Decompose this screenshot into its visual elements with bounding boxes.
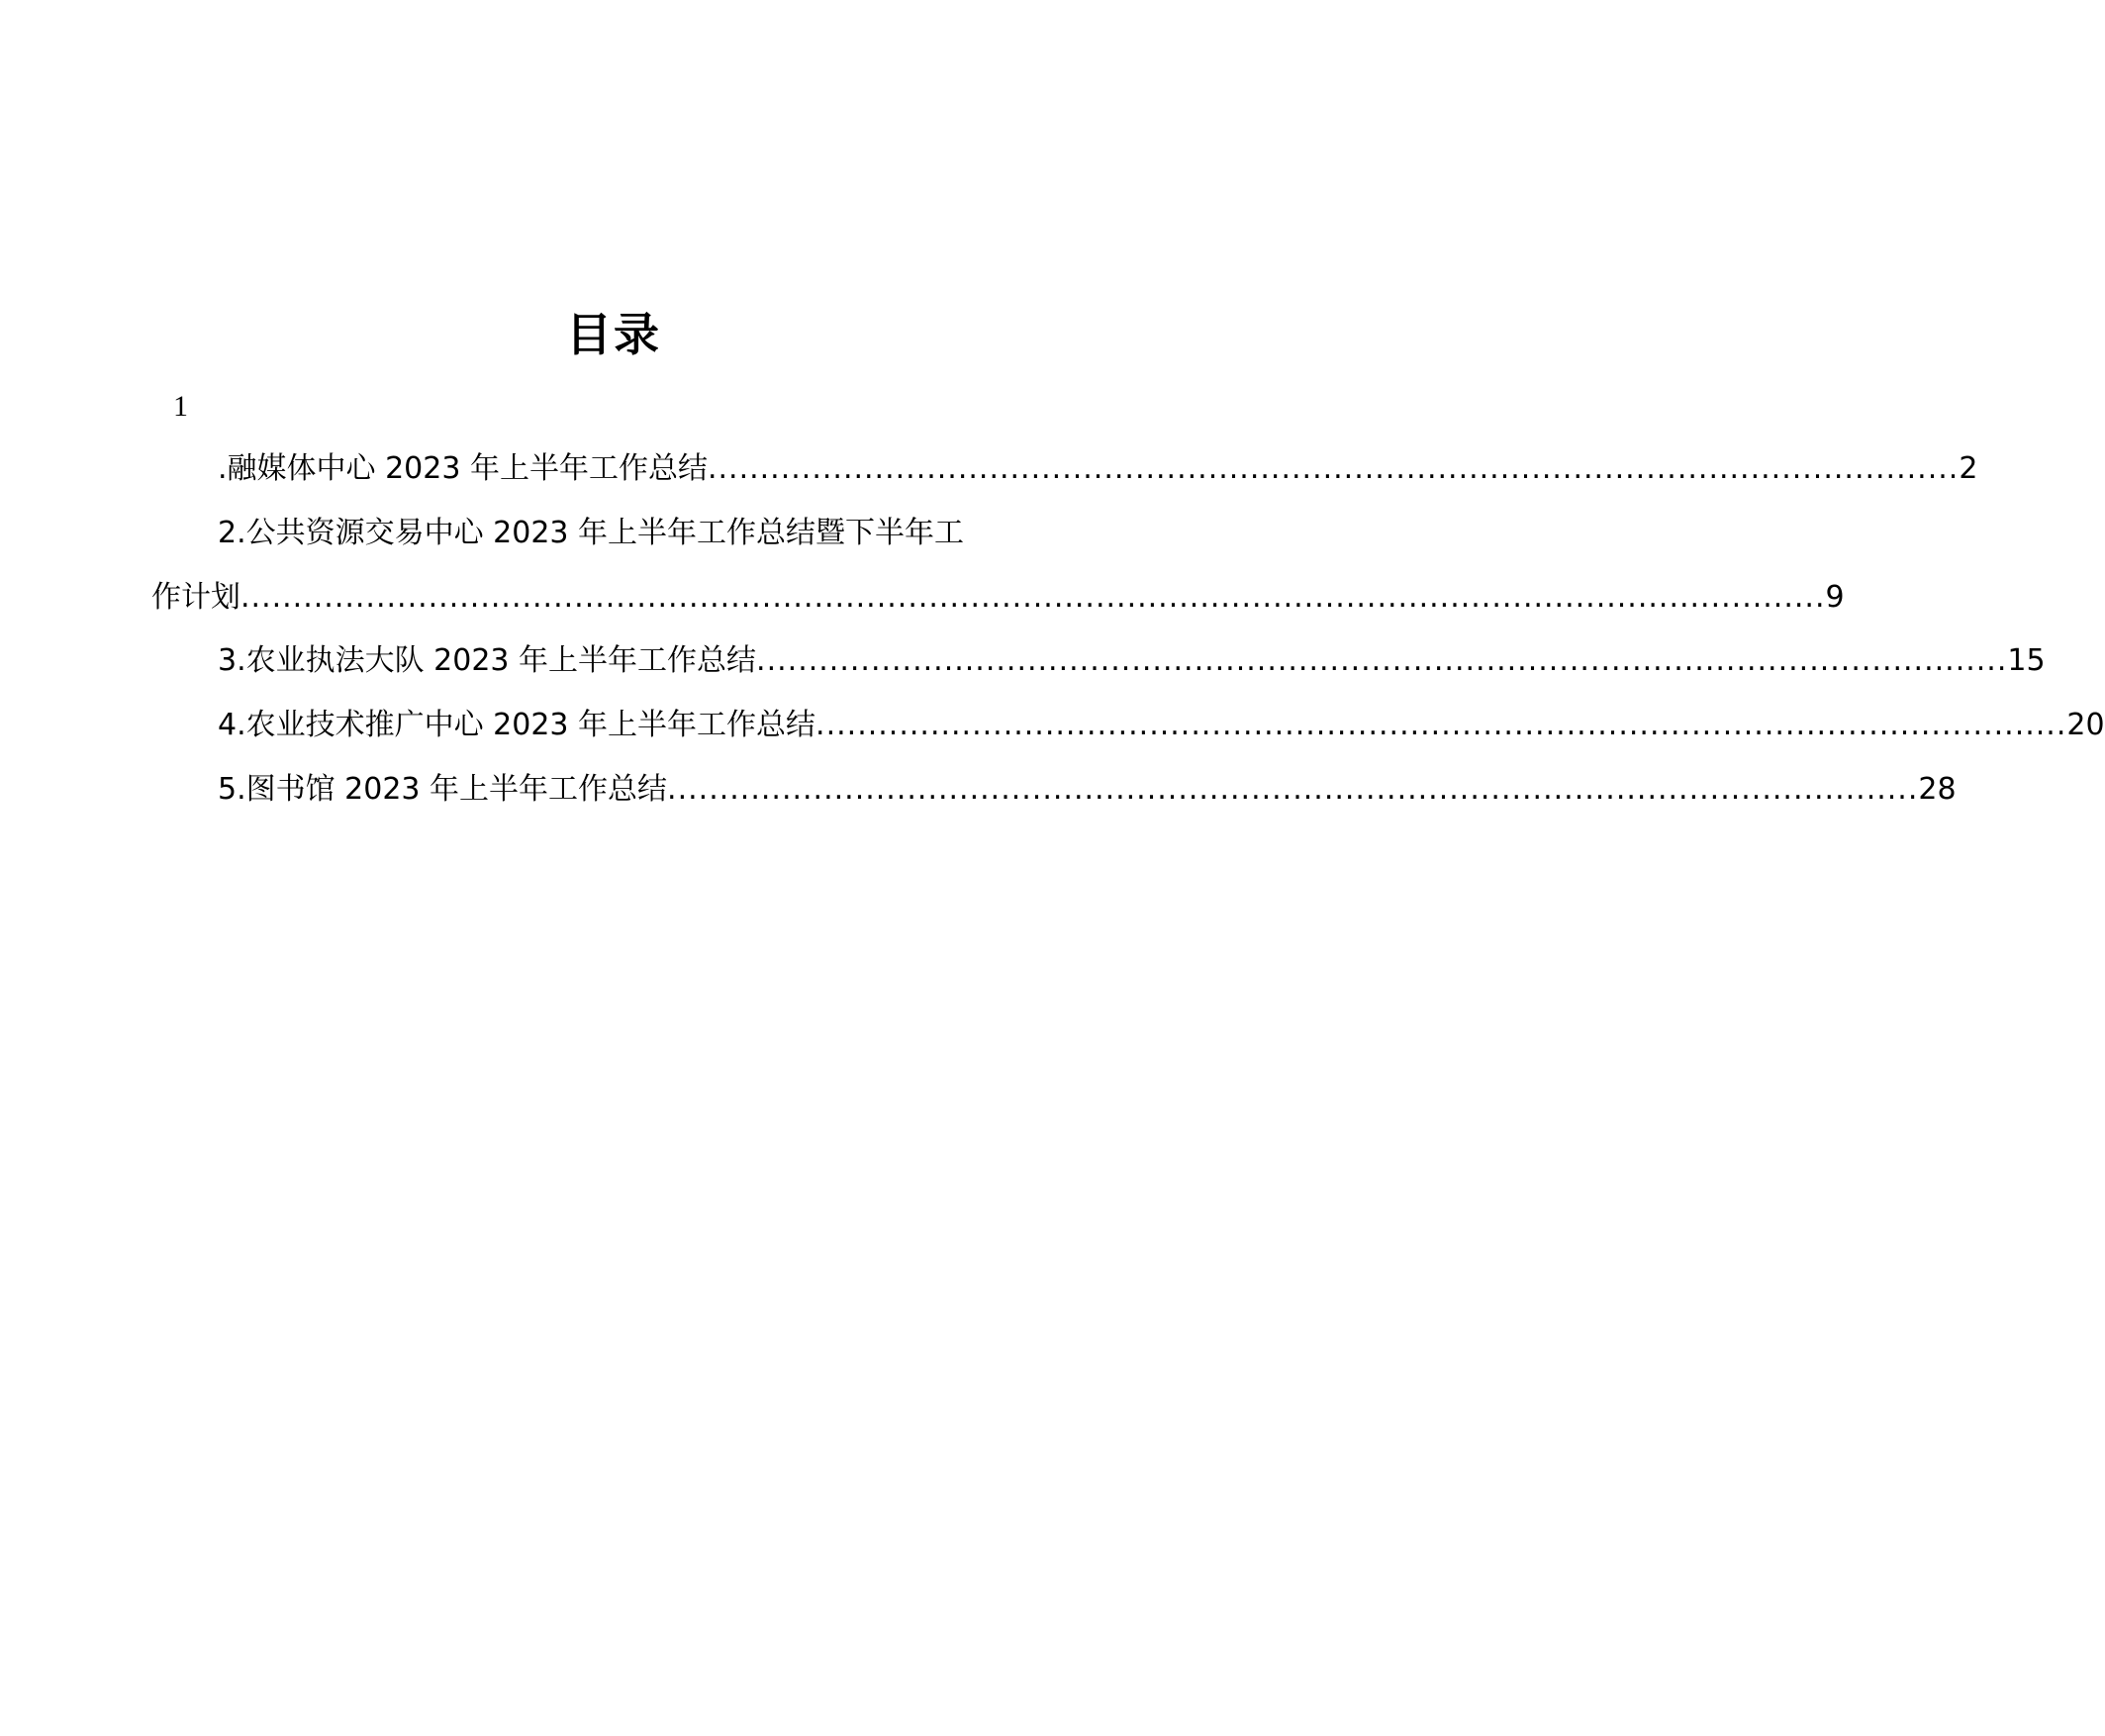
dot-leader: ........................................................................................................................: [815, 708, 2067, 742]
toc-entry-page: 9: [1825, 580, 1845, 615]
toc-entry-label: 5.图书馆 2023 年上半年工作总结: [218, 772, 668, 807]
toc-entry-2-line1[interactable]: [218, 514, 1069, 553]
toc-entry-label: 作计划: [151, 580, 240, 615]
toc-entry-page: 20: [2066, 708, 2105, 742]
toc-entry-label: .融媒体中心 2023 年上半年工作总结: [218, 451, 708, 486]
toc-entry-label: 4.农业技术推广中心 2023 年上半年工作总结: [218, 708, 816, 742]
dot-leader: ........................................................................................................................: [707, 451, 1960, 486]
toc-entry-2-line2[interactable]: [151, 578, 1845, 618]
toc-entry-label: 2.公共资源交易中心 2023 年上半年工作总结暨下半年工: [218, 516, 965, 550]
toc-entry-3[interactable]: [218, 641, 2046, 681]
dot-leader: ........................................................................................................................................................: [240, 580, 1826, 615]
toc-entry-5[interactable]: [218, 770, 1957, 810]
toc-entry-page: 28: [1918, 772, 1957, 807]
dot-leader: ........................................................................................................................: [667, 772, 1919, 807]
dot-leader: ........................................................................................................................: [756, 643, 2008, 678]
toc-entry-4[interactable]: [218, 706, 2105, 745]
toc-entry-page: 15: [2007, 643, 2046, 678]
toc-entry-label: 3.农业执法大队 2023 年上半年工作总结: [218, 643, 757, 678]
toc-entry-1[interactable]: [218, 449, 1978, 489]
stray-number: 1: [173, 390, 188, 423]
toc-title: 目录: [566, 308, 661, 361]
toc-entry-page: 2: [1959, 451, 1978, 486]
